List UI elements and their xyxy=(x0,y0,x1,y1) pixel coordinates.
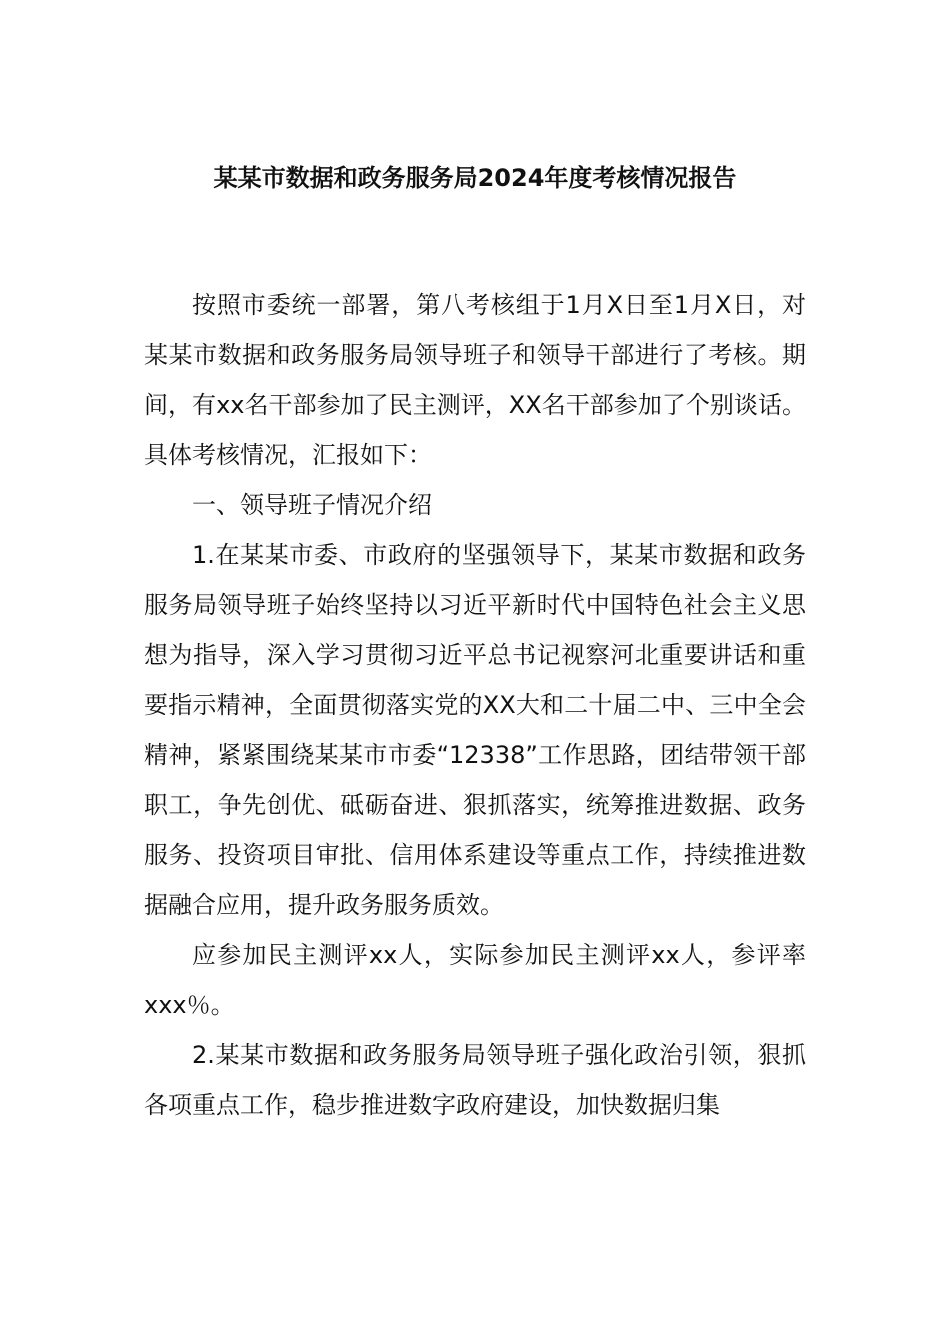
paragraph-intro: 按照市委统一部署，第八考核组于1月X日至1月X日，对某某市数据和政务服务局领导班子和领导干部进行了考核。期间，有xx名干部参加了民主测评，XX名干部参加了个别谈话。具体考核情况，汇报如下： xyxy=(144,291,806,469)
paragraph-item-2: 2.某某市数据和政务服务局领导班子强化政治引领，狠抓各项重点工作，稳步推进数字政府建设，加快数据归集 xyxy=(144,1041,806,1119)
paragraph-evaluation-rate: 应参加民主测评xx人，实际参加民主测评xx人，参评率xxx％。 xyxy=(144,941,806,1019)
document-title: 某某市数据和政务服务局2024年度考核情况报告 xyxy=(213,164,737,192)
paragraph-item-1: 1.在某某市委、市政府的坚强领导下，某某市数据和政务服务局领导班子始终坚持以习近平新时代中国特色社会主义思想为指导，深入学习贯彻习近平总书记视察河北重要讲话和重要指示精神，全面贯彻落实党的XX大和二十届二中、三中全会精神，紧紧围绕某某市市委“12338”工作思路，团结带领干部职工，争先创优、砥砺奋进、狠抓落实，统筹推进数据、政务服务、投资项目审批、信用体系建设等重点工作，持续推进数据融合应用，提升政务服务质效。 xyxy=(144,541,806,919)
document-body xyxy=(144,280,806,1130)
section-heading-1: 一、领导班子情况介绍 xyxy=(192,491,432,519)
